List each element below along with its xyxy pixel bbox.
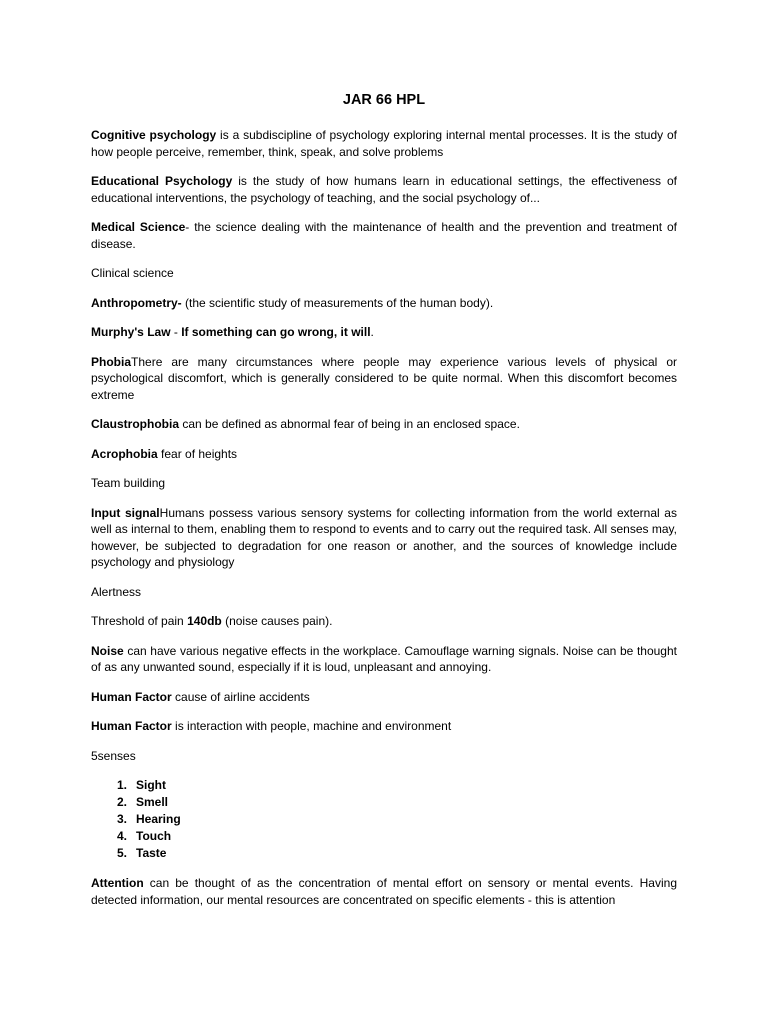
term: Noise <box>91 643 124 658</box>
definition: fear of heights <box>157 446 238 461</box>
list-label: Smell <box>136 795 169 809</box>
list-number: 3. <box>116 812 127 826</box>
text: Team building <box>91 476 166 490</box>
para-alertness <box>91 584 677 601</box>
term: Anthropometry- <box>91 295 182 310</box>
list-label: Taste <box>136 846 167 860</box>
senses-list <box>91 777 677 862</box>
definition: There are many circumstances where people may experience various levels of physical or psychological discomfort, which is generally considered to be quite normal. When this discomfort becomes extreme <box>91 354 677 402</box>
text: 5senses <box>91 748 136 763</box>
separator: - <box>170 325 182 339</box>
term: Acrophobia <box>91 446 158 461</box>
list-item <box>91 828 677 845</box>
definition: can be thought of as the concentration of mental effort on sensory or mental events. Having detected information, our mental resources are concentrated on specific elements - this is attention <box>91 876 677 907</box>
definition: is interaction with people, machine and environment <box>171 719 452 733</box>
list-label: Sight <box>136 778 166 792</box>
text: Clinical science <box>91 266 174 280</box>
term: Human Factor <box>91 719 172 733</box>
list-item <box>91 777 677 794</box>
para-acrophobia <box>91 446 677 463</box>
term: Cognitive psychology <box>91 128 217 142</box>
para-phobia <box>91 354 677 404</box>
para-human-factor-interaction <box>91 718 677 735</box>
list-label: Hearing <box>136 812 181 826</box>
definition: (the scientific study of measurements of the human body). <box>181 295 494 310</box>
list-item <box>91 811 677 828</box>
definition: Humans possess various sensory systems for collecting information from the world external as well as internal to them, enabling them to respond to events and to carry out the required task. All senses may, however, be subjected to degradation for one reason or another, and the sources of knowledge include psychology and physiology <box>91 505 677 569</box>
list-number: 4. <box>116 829 127 843</box>
list-number: 5. <box>116 846 127 860</box>
term: Phobia <box>91 354 132 369</box>
definition: is the study of how humans learn in educational settings, the effectiveness of educational interventions, the psychology of teaching, and the social psychology of... <box>91 174 677 205</box>
para-claustrophobia <box>91 416 677 433</box>
list-number: 1. <box>116 778 127 792</box>
para-medical-science <box>91 219 677 252</box>
para-5senses <box>91 748 677 765</box>
term: Human Factor <box>91 689 172 704</box>
period: . <box>370 325 374 339</box>
text: Alertness <box>91 584 142 599</box>
para-murphys-law <box>91 324 677 341</box>
term: Murphy's Law <box>91 325 171 339</box>
list-item <box>91 845 677 862</box>
para-anthropometry <box>91 295 677 312</box>
list-item <box>91 794 677 811</box>
para-team-building <box>91 475 677 492</box>
para-noise <box>91 643 677 676</box>
para-educational-psychology <box>91 173 677 206</box>
list-number: 2. <box>116 795 127 809</box>
term: Attention <box>91 876 144 890</box>
para-attention <box>91 875 677 908</box>
term: Input signal <box>91 505 160 520</box>
text: Threshold of pain <box>91 614 188 628</box>
text-suffix: (noise causes pain). <box>221 614 333 628</box>
para-input-signal <box>91 505 677 571</box>
term: Medical Science <box>91 220 186 234</box>
definition: - the science dealing with the maintenance of health and the prevention and treatment of disease. <box>91 220 678 251</box>
document-title: JAR 66 HPL <box>342 92 426 108</box>
list-label: Touch <box>136 829 172 843</box>
definition: cause of airline accidents <box>171 689 310 704</box>
law-statement: If something can go wrong, it will <box>181 325 371 339</box>
term: Educational Psychology <box>91 174 233 188</box>
term: Claustrophobia <box>91 417 180 431</box>
para-threshold-of-pain <box>91 613 677 630</box>
definition: can be defined as abnormal fear of being in an enclosed space. <box>179 417 520 431</box>
para-clinical-science <box>91 265 677 282</box>
definition: is a subdiscipline of psychology exploring internal mental processes. It is the study of how people perceive, remember, think, speak, and solve problems <box>91 128 677 159</box>
definition: can have various negative effects in the workplace. Camouflage warning signals. Noise can be thought of as any unwanted sound, especially if it is loud, unpleasant and annoying. <box>91 643 677 674</box>
para-cognitive-psychology <box>91 127 677 160</box>
pain-value: 140db <box>187 614 222 628</box>
para-human-factor-accidents <box>91 689 677 706</box>
